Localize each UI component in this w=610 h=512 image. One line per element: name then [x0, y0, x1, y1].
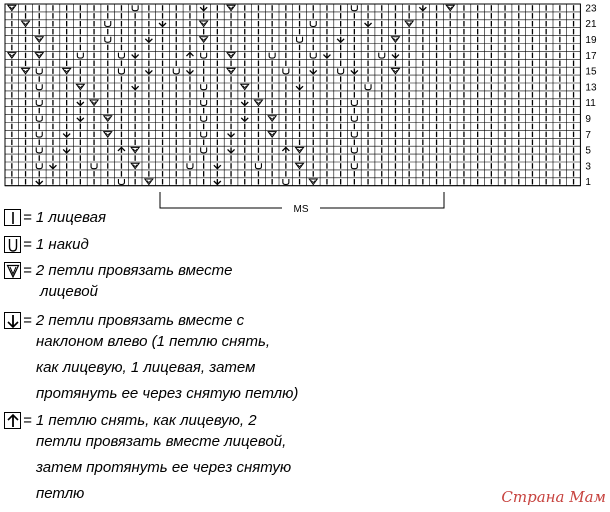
chart-grid	[5, 4, 580, 186]
ssk-stitch	[351, 68, 358, 74]
yarn-over-stitch	[201, 53, 207, 59]
k2tog-stitch	[309, 179, 317, 185]
legend-text-continued: лицевой	[40, 282, 98, 300]
knit-icon	[4, 209, 21, 226]
legend-item	[4, 411, 291, 507]
sk2p-stitch	[186, 53, 193, 59]
legend-item	[4, 261, 232, 305]
k2tog-stitch	[227, 68, 235, 74]
yarn-over-stitch	[36, 147, 42, 153]
ssk-stitch	[323, 53, 330, 59]
row-number: 21	[585, 19, 597, 31]
chart-row	[5, 138, 580, 146]
row-number: 9	[585, 114, 591, 125]
ssk-stitch	[145, 37, 152, 43]
row-number: 1	[585, 177, 591, 189]
row-numbers	[585, 3, 597, 188]
k2tog-stitch	[76, 84, 84, 90]
k2tog-stitch	[22, 21, 30, 27]
yarn-over-stitch	[365, 84, 371, 90]
k2tog-stitch	[90, 100, 98, 106]
row-number: 15	[585, 66, 597, 78]
yarn-over-stitch	[105, 21, 111, 27]
yarn-over-stitch	[36, 163, 42, 169]
chart-row	[5, 28, 580, 36]
legend-text: = 1 накид	[23, 235, 89, 253]
ssk-stitch	[310, 68, 317, 74]
legend-text-continued: наклоном влево (1 петлю снять,	[36, 332, 270, 350]
row-number: 19	[585, 35, 597, 46]
chart-row	[5, 178, 580, 186]
legend-item	[4, 235, 89, 253]
ssk-stitch	[77, 100, 84, 106]
chart-row	[5, 170, 580, 178]
k2tog-stitch	[446, 5, 454, 11]
yarn-over-stitch	[201, 100, 207, 106]
chart-row	[5, 154, 580, 162]
row-number: 17	[585, 50, 597, 62]
k2tog-stitch	[391, 37, 399, 43]
chart-row	[5, 44, 580, 52]
ssk-stitch	[214, 163, 221, 169]
chart-row	[5, 20, 580, 28]
ssk-stitch	[200, 5, 207, 11]
chart-row	[5, 123, 580, 131]
ssk-stitch	[186, 68, 193, 74]
ssk-stitch	[228, 147, 235, 153]
k2tog-stitch	[296, 163, 304, 169]
k2tog-stitch	[296, 147, 304, 153]
ssk-stitch	[36, 179, 43, 185]
yarn-over-stitch	[36, 84, 42, 90]
k2tog-stitch	[200, 21, 208, 27]
k2tog-stitch	[35, 37, 43, 43]
knitting-chart	[0, 0, 610, 220]
chart-row	[5, 51, 580, 59]
sk2p-icon	[4, 412, 21, 429]
row-number: 11	[585, 98, 596, 110]
yarn-over-stitch	[283, 68, 289, 74]
ssk-stitch	[159, 21, 166, 27]
yarn-over-stitch	[36, 116, 42, 122]
yarn-over-stitch	[118, 53, 124, 59]
legend-text-continued: затем протянуть ее через снятую	[36, 458, 292, 476]
row-number: 23	[585, 3, 597, 15]
legend-item	[4, 311, 298, 407]
yarn-over-stitch	[91, 163, 97, 169]
k2tog-stitch	[131, 147, 139, 153]
k2tog-stitch	[200, 37, 208, 43]
yarn-over-stitch	[201, 147, 207, 153]
k2tog-stitch	[63, 68, 71, 74]
ms-label: MS	[293, 204, 309, 215]
yarn-over-stitch	[269, 53, 275, 59]
yarn-over-stitch	[351, 116, 357, 122]
sk2p-stitch	[282, 147, 289, 153]
k2tog-stitch	[254, 100, 262, 106]
ssk-stitch	[77, 116, 84, 122]
ssk-icon	[4, 312, 21, 329]
k2tog-stitch	[145, 179, 153, 185]
chart-row	[5, 12, 580, 20]
yarn-over-stitch	[118, 179, 124, 185]
yarn-over-stitch	[283, 179, 289, 185]
k2tog-stitch	[35, 53, 43, 59]
yarn-over-stitch	[338, 68, 344, 74]
yarn-over-stitch	[187, 163, 193, 169]
k2tog-stitch	[22, 68, 30, 74]
k2tog-stitch	[391, 68, 399, 74]
chart-row	[5, 83, 580, 91]
yarn-over-stitch	[351, 147, 357, 153]
yarn-over-stitch	[201, 132, 207, 138]
chart-row	[5, 107, 580, 115]
chart-row	[5, 75, 580, 83]
sk2p-stitch	[118, 147, 125, 153]
legend-text-continued: петлю	[36, 484, 85, 502]
ssk-stitch	[392, 53, 399, 59]
row-number: 5	[585, 145, 591, 157]
ms-bracket	[160, 192, 444, 215]
legend-text: = 1 петлю снять, как лицевую, 2	[23, 411, 257, 429]
chart-row	[5, 99, 580, 107]
legend-item	[4, 208, 106, 226]
k2tog-stitch	[8, 53, 16, 59]
k2tog-stitch	[8, 5, 16, 11]
yarn-over-stitch	[105, 37, 111, 43]
legend-text-continued: протянуть ее через снятую петлю)	[36, 384, 299, 402]
yarn-over-stitch	[351, 5, 357, 11]
yarn-over-stitch	[201, 84, 207, 90]
yarn-over-stitch	[351, 163, 357, 169]
k2tog-stitch	[268, 132, 276, 138]
ssk-stitch	[132, 53, 139, 59]
legend-text-continued: петли провязать вместе лицевой,	[36, 432, 287, 450]
chart-row	[5, 130, 580, 138]
chart-row	[5, 146, 580, 154]
chart-row	[5, 91, 580, 99]
chart-row	[5, 59, 580, 67]
k2tog-stitch	[104, 116, 112, 122]
yarn-over-stitch	[132, 5, 138, 11]
yarn-over-stitch	[310, 21, 316, 27]
ssk-stitch	[63, 132, 70, 138]
k2tog-stitch	[104, 132, 112, 138]
yarn-over-stitch	[310, 53, 316, 59]
ssk-stitch	[241, 116, 248, 122]
yarn-over-stitch	[36, 100, 42, 106]
yarn-over-stitch	[36, 132, 42, 138]
ssk-stitch	[49, 163, 56, 169]
k2tog-icon	[4, 262, 21, 279]
yarn-over-stitch	[351, 100, 357, 106]
row-number: 3	[585, 161, 591, 173]
ssk-stitch	[337, 37, 344, 43]
chart-row	[5, 162, 580, 170]
legend-text: = 2 петли провязать вместе	[23, 261, 233, 279]
ssk-stitch	[145, 68, 152, 74]
k2tog-stitch	[241, 84, 249, 90]
yarn-over-icon	[4, 236, 21, 253]
k2tog-stitch	[227, 53, 235, 59]
chart-row	[5, 36, 580, 44]
ssk-stitch	[214, 179, 221, 185]
chart-row	[5, 4, 580, 12]
k2tog-stitch	[131, 163, 139, 169]
row-number: 7	[585, 129, 591, 141]
chart-row	[5, 115, 580, 123]
legend-text: = 2 петли провязать вместе с	[23, 311, 245, 329]
legend-text: = 1 лицевая	[23, 208, 107, 226]
yarn-over-stitch	[297, 37, 303, 43]
yarn-over-stitch	[77, 53, 83, 59]
yarn-over-stitch	[118, 68, 124, 74]
chart-row	[5, 67, 580, 75]
yarn-over-stitch	[36, 68, 42, 74]
yarn-over-stitch	[351, 132, 357, 138]
yarn-over-stitch	[201, 116, 207, 122]
ssk-stitch	[63, 147, 70, 153]
row-number: 13	[585, 82, 597, 94]
ssk-stitch	[365, 21, 372, 27]
ssk-stitch	[296, 84, 303, 90]
legend-text-continued: как лицевую, 1 лицевая, затем	[36, 358, 256, 376]
yarn-over-stitch	[255, 163, 261, 169]
ssk-stitch	[132, 84, 139, 90]
ssk-stitch	[241, 100, 248, 106]
yarn-over-stitch	[379, 53, 385, 59]
watermark: Страна Мам	[501, 488, 606, 506]
k2tog-stitch	[268, 116, 276, 122]
k2tog-stitch	[405, 21, 413, 27]
k2tog-stitch	[227, 5, 235, 11]
ssk-stitch	[419, 5, 426, 11]
ssk-stitch	[228, 132, 235, 138]
yarn-over-stitch	[173, 68, 179, 74]
